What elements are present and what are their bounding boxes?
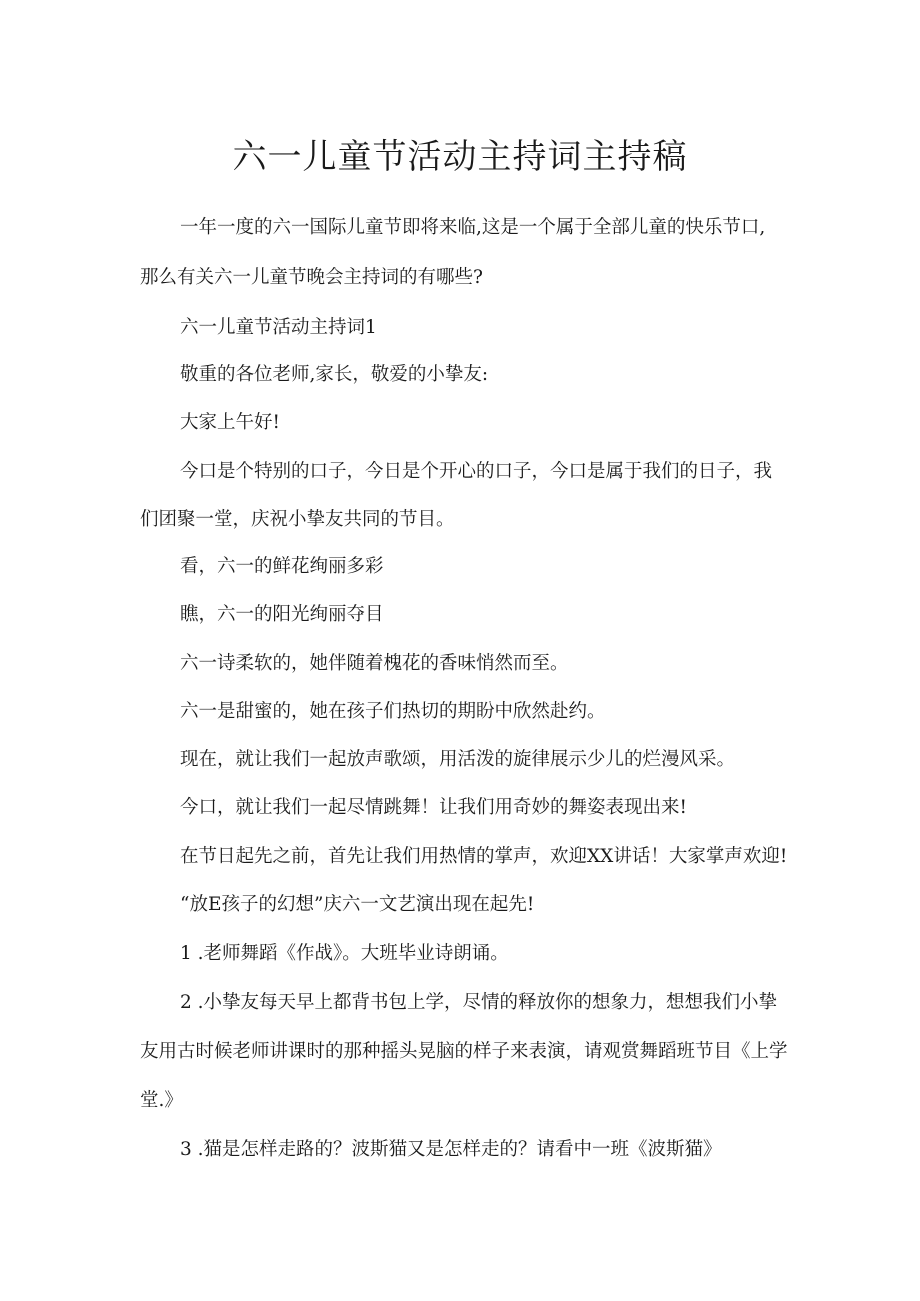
paragraph-line: 敬重的各位老师,家长，敬爱的小挚友: [180, 364, 489, 385]
paragraph-line: 大家上午好! [180, 412, 280, 433]
paragraph-line: 现在，就让我们一起放声歌颂，用活泼的旋律展示少儿的烂漫风采。 [180, 749, 736, 770]
paragraph-line: 看，六一的鲜花绚丽多彩 [180, 556, 384, 577]
paragraph-line: 们团聚一堂，庆祝小挚友共同的节目。 [140, 509, 455, 530]
paragraph-line: 今口，就让我们一起尽情跳舞！让我们用奇妙的舞姿表现出来! [180, 797, 687, 818]
list-item: 2 .小挚友每天早上都背书包上学，尽情的释放你的想象力，想想我们小挚 [180, 992, 778, 1013]
paragraph-line: 今口是个特别的口子，今日是个开心的口子，今口是属于我们的日子，我 [180, 461, 773, 482]
paragraph-line: 在节日起先之前，首先让我们用热情的掌声，欢迎XX讲话！大家掌声欢迎! [180, 846, 788, 867]
paragraph-line: 友用古时候老师讲课时的那种摇头晃脑的样子来表演，请观赏舞蹈班节目《上学 [140, 1041, 788, 1062]
list-item: 3 .猫是怎样走路的？波斯猫又是怎样走的？请看中一班《波斯猫》 [180, 1139, 722, 1160]
paragraph-line: 六一儿童节活动主持词1 [180, 317, 377, 338]
page-title: 六一儿童节活动主持词主持稿 [232, 137, 688, 177]
paragraph-line: “放E孩子的幻想”庆六一文艺演出现在起先! [180, 894, 535, 915]
paragraph-line: 六一是甜蜜的，她在孩子们热切的期盼中欣然赴约。 [180, 701, 606, 722]
paragraph-line: 瞧，六一的阳光绚丽夺目 [180, 604, 384, 625]
paragraph-line: 堂.》 [140, 1090, 183, 1111]
paragraph-line: 那么有关六一儿童节晚会主持词的有哪些? [140, 267, 483, 288]
paragraph-line: 一年一度的六一国际儿童节即将来临,这是一个属于全部儿童的快乐节口, [180, 217, 766, 238]
paragraph-line: 六一诗柔软的，她伴随着槐花的香味悄然而至。 [180, 653, 569, 674]
list-item: 1 .老师舞蹈《作战》。大班毕业诗朗诵。 [180, 943, 509, 964]
